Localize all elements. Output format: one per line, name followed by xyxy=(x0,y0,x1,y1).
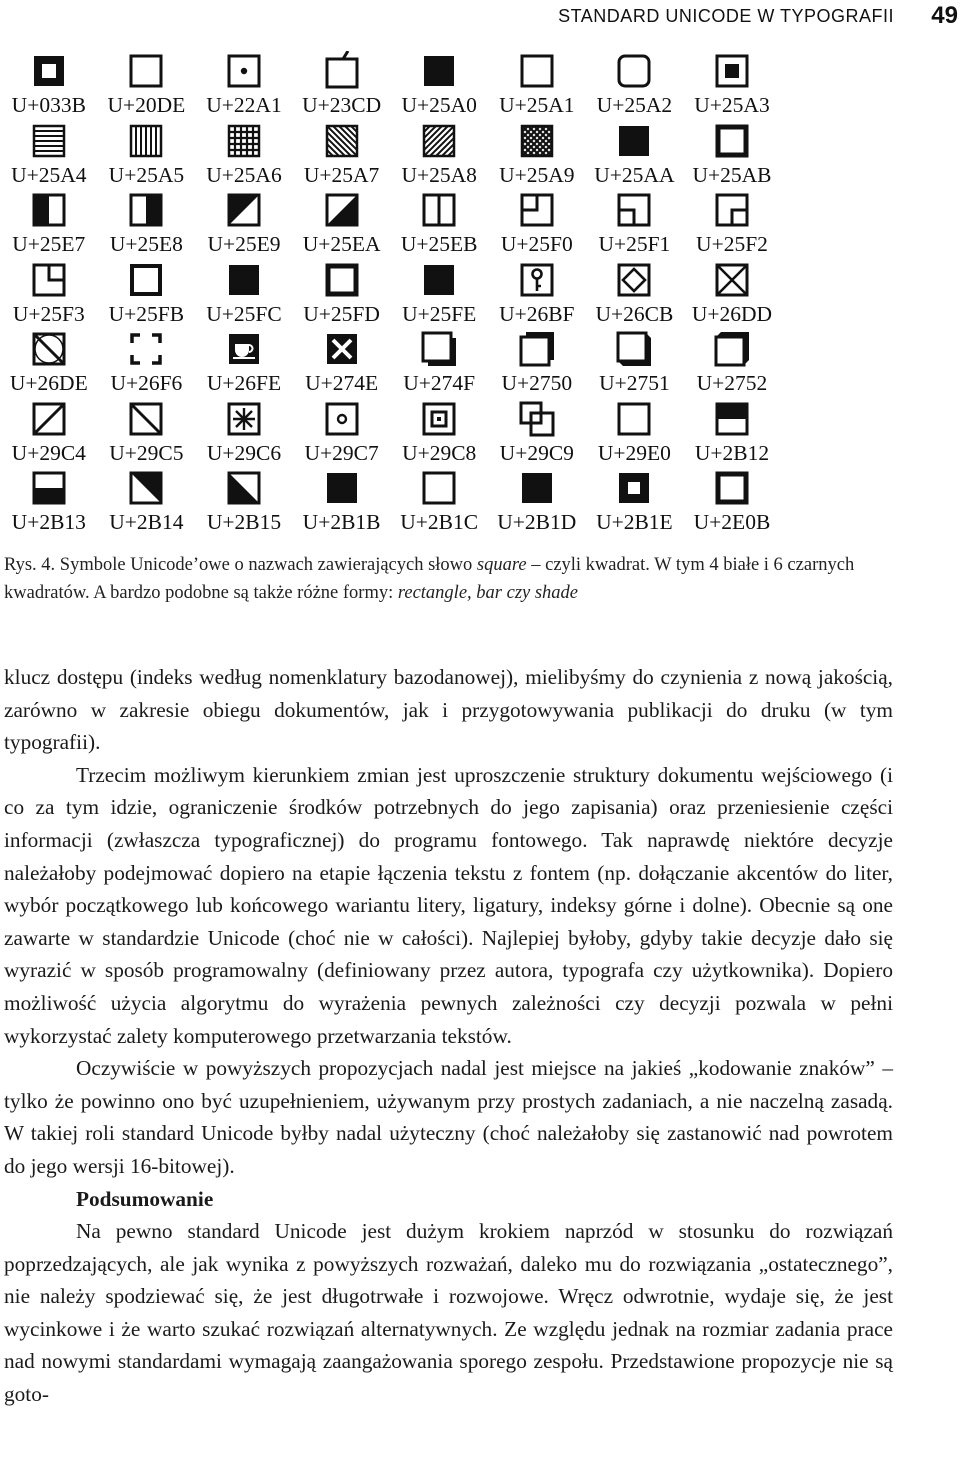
symbol-cell xyxy=(293,118,391,187)
black-square-medium-icon xyxy=(614,121,654,161)
code-point-label: U+2B15 xyxy=(206,510,282,534)
code-point-label: U+25FB xyxy=(108,301,185,326)
code-point-label: U+29C9 xyxy=(499,440,574,465)
symbol-cell xyxy=(0,396,98,465)
symbol-cell xyxy=(488,257,586,326)
code-point-label: U+25A4 xyxy=(11,162,87,187)
symbol-cell xyxy=(390,187,488,256)
code-point-label: U+2B14 xyxy=(109,510,184,534)
square-lower-left-quadrant-icon xyxy=(614,190,654,230)
symbol-cell xyxy=(195,48,293,117)
code-point-label: U+25A5 xyxy=(108,162,185,187)
symbol-cell xyxy=(293,257,391,326)
square-crosshatch-fill-icon xyxy=(224,121,264,161)
code-point-label: U+2B12 xyxy=(694,440,770,465)
symbol-cell xyxy=(390,48,488,117)
squared-dot-icon xyxy=(224,51,264,91)
caption-prefix: Rys. 4. Symbole Unicode’owe o nazwach zawierających słowo xyxy=(4,555,477,575)
body-text xyxy=(4,661,893,1411)
square-lower-right-quadrant-icon xyxy=(712,190,752,230)
squared-rising-diagonal-icon xyxy=(29,399,69,439)
square-lower-right-diagonal-black-icon xyxy=(322,190,362,230)
figure-row xyxy=(0,257,790,327)
white-very-small-square-icon xyxy=(614,468,654,508)
symbol-cell xyxy=(195,187,293,256)
code-point-label: U+2B1E xyxy=(596,510,673,534)
code-point-label: U+25F3 xyxy=(12,301,85,326)
white-square-medium-icon xyxy=(712,121,752,161)
code-point-label: U+25AA xyxy=(594,162,675,187)
white-square-icon xyxy=(517,51,557,91)
figure-row xyxy=(0,326,790,396)
symbol-cell xyxy=(98,465,196,534)
square-diagonal-fill-down-icon xyxy=(322,121,362,161)
square-lower-left-diagonal-black-icon xyxy=(224,468,264,508)
caption-forms: rectangle, bar czy shade xyxy=(397,582,579,603)
page-header xyxy=(0,3,960,31)
code-point-label: U+26BF xyxy=(499,301,575,326)
symbol-cell xyxy=(195,396,293,465)
code-point-label: U+274F xyxy=(403,371,476,395)
symbol-cell xyxy=(195,465,293,534)
symbol-cell xyxy=(586,48,684,117)
symbol-cell xyxy=(488,48,586,117)
code-point-label: U+25FC xyxy=(206,301,282,326)
symbol-cell xyxy=(293,326,391,395)
symbol-cell xyxy=(488,396,586,465)
symbol-cell xyxy=(98,396,196,465)
code-point-label: U+25EA xyxy=(302,232,381,256)
symbol-cell xyxy=(390,118,488,187)
square-four-corners-icon xyxy=(126,329,166,369)
square-top-half-black-icon xyxy=(712,399,752,439)
code-point-label: U+25FE xyxy=(402,301,477,326)
code-point-label: U+25F2 xyxy=(696,232,768,256)
code-point-label: U+25A8 xyxy=(401,162,477,187)
code-point-label: U+23CD xyxy=(302,93,382,117)
symbol-cell xyxy=(195,118,293,187)
cup-on-black-square-icon xyxy=(224,329,264,369)
paragraph: klucz dostępu (indeks według nomenklatury bazodanowej), mielibyśmy do czynienia z nową jakością, zarówno w zakresie obiegu dokumentów, jak i przygotowywania publikacji do druku (w tym typografii). xyxy=(4,665,893,755)
symbol-cell xyxy=(683,326,781,395)
symbol-cell xyxy=(98,187,196,256)
code-point-label: U+25AB xyxy=(692,162,772,187)
figure-row xyxy=(0,396,790,466)
black-medium-small-square-icon xyxy=(419,260,459,300)
rounded-white-square-icon xyxy=(614,51,654,91)
symbol-cell xyxy=(0,48,98,117)
code-point-label: U+29C6 xyxy=(206,440,282,465)
symbol-cell xyxy=(390,396,488,465)
code-point-label: U+25E8 xyxy=(109,232,183,256)
white-medium-square-icon xyxy=(126,260,166,300)
square-upper-left-quadrant-icon xyxy=(517,190,557,230)
symbol-cell xyxy=(195,257,293,326)
negative-squared-cross-mark-icon xyxy=(322,329,362,369)
square-upper-right-quadrant-icon xyxy=(29,260,69,300)
code-point-label: U+25A2 xyxy=(596,93,673,117)
code-point-label: U+2B1B xyxy=(302,510,381,534)
paragraph: Na pewno standard Unicode jest dużym krokiem naprzód w stosunku do rozwiązań poprzedzających, ale jak wynika z powyższych rozważań, daleko mu do rozwiązania „ostatecznego”, nie należy spodziewać się, że jest długotrwałe i rozwojowe. Wręcz odwrotnie, wydaje się, że jest wycinkowe i że warto szukać rozwiązań alternatywnych. Ze względu jednak na rozmiar zadania prace nad nowymi standardami wymagają zaangażowania sporego zespołu. Przedstawione propozycje nie są goto- xyxy=(4,1219,893,1407)
symbol-cell xyxy=(390,257,488,326)
symbol-cell xyxy=(683,48,781,117)
section-heading: Podsumowanie xyxy=(76,1186,214,1211)
square-left-half-black-icon xyxy=(29,190,69,230)
square-vertical-fill-icon xyxy=(126,121,166,161)
black-large-square-icon xyxy=(322,468,362,508)
paragraph: Trzecim możliwym kierunkiem zmian jest uproszczenie struktury dokumentu wejściowego (i co za tym idzie, ograniczenie środków potrzebnych do jego zapisania) oraz przeniesienie części informacji (zwłaszcza typograficznej) do programu fontowego. Tak naprawdę niektóre decyzje należałoby podejmować dopiero na etapie łączenia tekstu z fontem (np. dołączanie akcentów do liter, wybór początkowego lub końcowego wariantu litery, ligatury, indeksy górne i dolne). Obecnie są one zawarte w standardzie Unicode (choć nie w całości). Najlepiej byłoby, gdyby takie decyzje dało się wyrazić w sposób programowalny (definiowany przez autora, typografa czy użytkownika). Dopiero możliwość użycia algorytmu do wyrażenia pewnych zależności czy decyzji pozwala w pełni wykorzystać zalety komputerowego przetwarzania tekstów. xyxy=(4,762,893,1048)
symbol-cell xyxy=(586,257,684,326)
caption-word-square: square xyxy=(476,555,527,575)
code-point-label: U+25F0 xyxy=(500,232,573,256)
white-large-square-icon xyxy=(419,468,459,508)
code-point-label: U+26FE xyxy=(206,371,282,395)
code-point-label: U+22A1 xyxy=(206,93,282,117)
caption-middle: – czyli kwadrat. W tym 4 białe i 6 czarnych kwadratów. A bardzo podobne są także różne formy: xyxy=(4,555,855,603)
symbol-cell xyxy=(488,187,586,256)
symbol-cell xyxy=(293,187,391,256)
code-point-label: U+2B1D xyxy=(497,510,577,534)
square-contoured-outline-icon xyxy=(614,399,654,439)
code-point-label: U+25A7 xyxy=(303,162,380,187)
squared-asterisk-icon xyxy=(224,399,264,439)
code-point-label: U+25A9 xyxy=(499,162,575,187)
symbol-cell xyxy=(488,326,586,395)
code-point-label: U+2751 xyxy=(599,371,670,395)
symbol-cell xyxy=(390,465,488,534)
white-medium-small-square-icon xyxy=(322,260,362,300)
square-bottom-half-black-icon xyxy=(29,468,69,508)
symbol-cell xyxy=(195,326,293,395)
symbol-cell xyxy=(0,465,98,534)
symbol-cell xyxy=(0,187,98,256)
symbol-cell xyxy=(586,118,684,187)
black-very-small-square-icon xyxy=(517,468,557,508)
symbol-cell xyxy=(586,326,684,395)
code-point-label: U+25EB xyxy=(400,232,478,256)
symbol-cell xyxy=(683,257,781,326)
square-upper-left-diagonal-black-icon xyxy=(224,190,264,230)
square-diagonal-fill-up-icon xyxy=(419,121,459,161)
symbol-cell xyxy=(293,396,391,465)
square-foot-icon xyxy=(322,51,362,91)
code-point-label: U+25A1 xyxy=(499,93,575,117)
code-point-label: U+25FD xyxy=(303,301,380,326)
square-vertical-bisecting-line-icon xyxy=(419,190,459,230)
symbol-cell xyxy=(98,326,196,395)
symbol-cell xyxy=(98,257,196,326)
two-joined-squares-icon xyxy=(517,399,557,439)
squared-key-icon xyxy=(517,260,557,300)
code-point-label: U+29C4 xyxy=(11,440,86,465)
code-point-label: U+29C7 xyxy=(304,440,379,465)
code-point-label: U+274E xyxy=(305,371,379,395)
unicode-square-symbols-figure xyxy=(0,48,790,535)
symbol-cell xyxy=(98,118,196,187)
symbol-cell xyxy=(0,118,98,187)
raised-square-icon xyxy=(712,468,752,508)
code-point-label: U+2752 xyxy=(696,371,768,395)
code-point-label: U+26DD xyxy=(691,301,773,326)
code-point-label: U+29C5 xyxy=(109,440,184,465)
code-point-label: U+29E0 xyxy=(597,440,671,465)
code-point-label: U+25E9 xyxy=(207,232,281,256)
symbol-cell xyxy=(488,465,586,534)
code-point-label: U+20DE xyxy=(107,93,186,117)
figure-caption xyxy=(4,552,944,607)
code-point-label: U+25A0 xyxy=(401,93,477,117)
figure-row xyxy=(0,118,790,188)
symbol-cell xyxy=(586,187,684,256)
code-point-label: U+25A3 xyxy=(694,93,770,117)
code-point-label: U+2E0B xyxy=(693,510,771,534)
squared-square-icon xyxy=(419,399,459,439)
code-point-label: U+2750 xyxy=(501,371,573,395)
squared-falling-diagonal-icon xyxy=(126,399,166,439)
upper-right-drop-shadowed-square-icon xyxy=(517,329,557,369)
falling-diagonal-in-circle-in-square-icon xyxy=(29,329,69,369)
figure-row xyxy=(0,465,790,535)
symbol-cell xyxy=(586,465,684,534)
upper-right-shadowed-square-icon xyxy=(712,329,752,369)
black-square-icon xyxy=(419,51,459,91)
square-with-inner-square-hollow-icon xyxy=(29,51,69,91)
page-number: 49 xyxy=(931,2,958,29)
symbol-cell xyxy=(683,187,781,256)
figure-row xyxy=(0,187,790,257)
symbol-cell xyxy=(488,118,586,187)
code-point-label: U+26DE xyxy=(9,371,88,395)
squared-small-circle-icon xyxy=(322,399,362,439)
symbol-cell xyxy=(683,465,781,534)
code-point-label: U+29C8 xyxy=(402,440,477,465)
code-point-label: U+25F1 xyxy=(598,232,671,256)
square-diagonal-crosshatch-icon xyxy=(517,121,557,161)
square-right-half-black-icon xyxy=(126,190,166,230)
squared-saltire-icon xyxy=(712,260,752,300)
lower-right-drop-shadowed-square-icon xyxy=(419,329,459,369)
code-point-label: U+25E7 xyxy=(12,232,86,256)
white-square-containing-black-square-icon xyxy=(712,51,752,91)
code-point-label: U+26CB xyxy=(595,301,674,326)
white-diamond-in-square-icon xyxy=(614,260,654,300)
lower-right-shadowed-square-icon xyxy=(614,329,654,369)
enclosing-square-icon xyxy=(126,51,166,91)
symbol-cell xyxy=(0,326,98,395)
running-head: STANDARD UNICODE W TYPOGRAFII xyxy=(558,6,894,26)
black-medium-square-icon xyxy=(224,260,264,300)
symbol-cell xyxy=(390,326,488,395)
symbol-cell xyxy=(293,48,391,117)
symbol-cell xyxy=(0,257,98,326)
symbol-cell xyxy=(98,48,196,117)
symbol-cell xyxy=(683,396,781,465)
code-point-label: U+26F6 xyxy=(110,371,183,395)
code-point-label: U+2B1C xyxy=(400,510,479,534)
figure-row xyxy=(0,48,790,118)
symbol-cell xyxy=(683,118,781,187)
code-point-label: U+033B xyxy=(11,93,86,117)
square-upper-right-diagonal-black-icon xyxy=(126,468,166,508)
symbol-cell xyxy=(293,465,391,534)
symbol-cell xyxy=(586,396,684,465)
paragraph: Oczywiście w powyższych propozycjach nadal jest miejsce na jakieś „kodowanie znaków” – tylko że powinno ono być uzupełnieniem, używanym przy prostych zadaniach, a nie naczelną zasadą. W takiej roli standard Unicode byłby nadal użyteczny (choć należałoby się zastanowić nad powrotem do jego wersji 16-bitowej). xyxy=(4,1056,893,1178)
code-point-label: U+25A6 xyxy=(206,162,282,187)
code-point-label: U+2B13 xyxy=(11,510,86,534)
square-horizontal-fill-icon xyxy=(29,121,69,161)
